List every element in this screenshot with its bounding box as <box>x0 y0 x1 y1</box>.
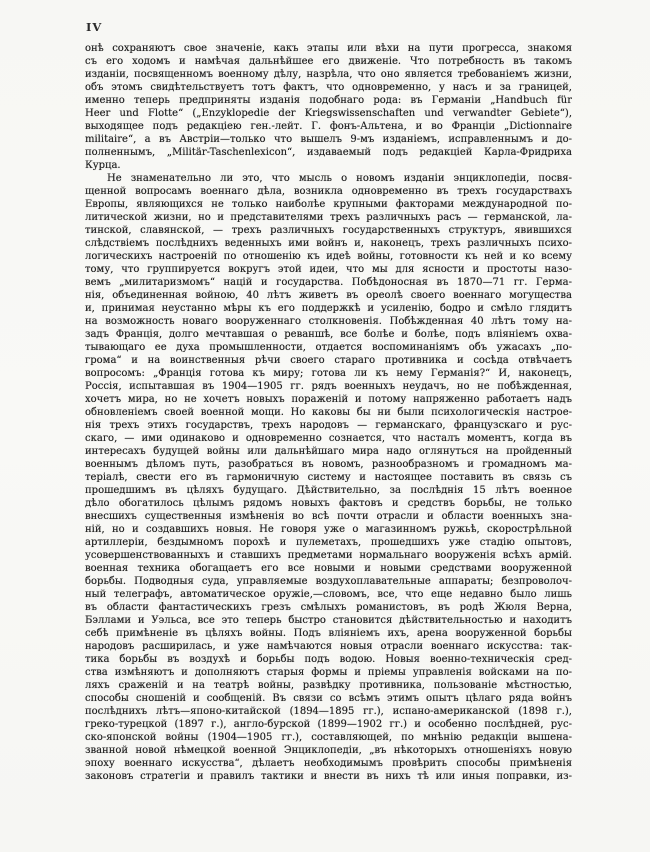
text-line: щенной вопросамъ военнаго дѣла, возникла одновременно въ трехъ государствахъ <box>85 186 572 197</box>
text-line: въ области фантастическихъ грезъ смѣлыхъ романистовъ, въ родѣ Жюля Верна, <box>85 602 572 613</box>
text-line: внесшихъ существенныя измѣненія во всѣ почти отрасли и области военныхъ зна- <box>85 511 572 522</box>
text-line: Не знаменательно ли это, что мысль о новомъ изданіи энциклопедіи, посвя- <box>107 173 572 184</box>
text-line: Россія, испытавшая въ 1904—1905 гг. рядъ военныхъ неудачъ, но не побѣжденная, <box>85 381 572 392</box>
text-line: тому, что группируется вокругъ этой идеи, что мы для ясности и простоты назо- <box>85 264 572 275</box>
text-line: послѣднихъ лѣтъ—японо-китайской (1894—1895 гг.), испано-американской (1898 г.), <box>85 706 572 717</box>
text-line: ній, но и создавшихъ новыя. Не говоря уже о магазинномъ ружьѣ, скорострѣльной <box>85 524 572 535</box>
text-line: народовъ расширилась, и уже намѣчаются новыя отрасли военнаго искусства: так- <box>85 641 572 652</box>
text-line: ляхъ сраженій и на театрѣ войны, развѣдку противника, пользованіе мѣстностью, <box>85 680 572 691</box>
text-line: и, принимая неустанно мѣры къ его поддержкѣ и усиленію, бодро и смѣло глядитъ <box>85 303 572 314</box>
text-line: грома“ и на воинственныя рѣчи своего стараго противника и сосѣда отвѣчаетъ <box>85 355 572 366</box>
text-line: себѣ примѣненіе въ цѣляхъ войны. Подъ вліяніемъ ихъ, арена вооруженной борьбы <box>85 628 572 639</box>
text-block <box>85 42 572 783</box>
text-line: званной новой нѣмецкой военной Энциклопедіи, „въ нѣкоторыхъ отношеніяхъ новую <box>85 745 572 756</box>
text-line: нія трехъ этихъ государствъ, трехъ народовъ — германскаго, французскаго и рус- <box>85 420 572 431</box>
text-line: тика борьбы въ воздухѣ и борьбы подъ водою. Новыя военно-техническія сред- <box>85 654 572 665</box>
text-line: ско-японской войны (1904—1905 гг.), составляющей, по мнѣнію редакціи вышена- <box>85 732 572 743</box>
text-line: эпоху военнаго искусства“, дѣлаетъ необходимымъ провѣрить способы примѣненія <box>85 758 572 769</box>
text-line: Курца. <box>85 160 121 171</box>
text-line: изданіи, посвященномъ военному дѣлу, назрѣла, что оно является требованіемъ жизни, <box>85 69 572 80</box>
text-line: интересахъ будущей войны или дальнѣйшаго мира надо оглянуться на пройденный <box>85 446 572 457</box>
text-line: литической жизни, но и представителями трехъ различныхъ расъ — германской, ла- <box>85 212 572 223</box>
text-line: объ этомъ свидѣтельствуетъ тотъ фактъ, что одновременно, у насъ и за границей, <box>85 82 572 93</box>
text-line: усовершенствованныхъ и ставшихъ предметами нормальнаго вооруженія всѣхъ армій. <box>85 550 572 561</box>
text-line: Европы, являющихся не только наиболѣе крупными факторами международной по- <box>85 199 572 210</box>
text-line: ный телеграфъ, автоматическое оружіе,—словомъ, все, что еще недавно было лишь <box>85 589 572 600</box>
text-line: выходящее подъ редакціею ген.-лейт. Г. фонъ-Альтена, и во Франціи „Dictionnaire <box>85 121 572 132</box>
text-line: на возможность новаго вооруженнаго столкновенія. Побѣжденная 40 лѣтъ тому на- <box>85 316 572 327</box>
text-line: законовъ стратегіи и правилъ тактики и внести въ нихъ тѣ или иныя поправки, из- <box>85 771 572 782</box>
text-line: борьбы. Подводныя суда, управляемые воздухоплавательные аппараты; безпроволоч- <box>85 576 572 587</box>
page-number: IV <box>86 20 103 34</box>
text-line: вопросомъ: „Франція готова къ миру; готова ли къ нему Германія?“ И, наконецъ, <box>85 368 572 379</box>
text-line: логическихъ настроеній по отношенію къ идеѣ войны, готовности къ ней и ко всему <box>85 251 572 262</box>
text-line: хочетъ мира, но не хочетъ новыхъ пораженій и потому напряженно работаетъ надъ <box>85 394 572 405</box>
text-line: прошедшимъ въ цѣляхъ будущаго. Дѣйствительно, за послѣднія 15 лѣтъ военное <box>85 485 572 496</box>
text-line: онѣ сохраняютъ свое значеніе, какъ этапы или вѣхи на пути прогресса, знакомя <box>85 43 572 54</box>
text-line: тывающаго ее духа промышленности, отдается воспоминаніямъ объ ужасахъ „по- <box>85 342 572 353</box>
text-line: съ его ходомъ и намѣчая дальнѣйшее его движеніе. Что потребность въ такомъ <box>85 56 572 67</box>
text-line: способы сношеній и сообщеній. Въ связи со всѣмъ этимъ опытъ цѣлаго ряда войнъ <box>85 693 572 704</box>
text-line: слѣдствіемъ послѣднихъ веденныхъ ими войнъ и, наконецъ, трехъ различныхъ психо- <box>85 238 572 249</box>
text-line: Heer und Flotte“ („Enzyklopedie der Kriegswissenschaften und verwandter Gebiete“), <box>85 108 572 119</box>
text-line: полненнымъ, „Militär-Taschenlexicon“, издаваемый подъ редакціей Карла-Фридриха <box>85 147 572 158</box>
text-line: задъ Франція, долго мечтавшая о реваншѣ, все болѣе и болѣе, подъ вліяніемъ охва- <box>85 329 572 340</box>
text-line: скаго, — ими одинаково и одновременно сознается, что насталъ моментъ, когда въ <box>85 433 572 444</box>
text-line: militaire“, а въ Австріи—только что вышелъ 9-мъ изданіемъ, исправленнымъ и до- <box>85 134 572 145</box>
text-line: Бэллами и Уэльса, все это теперь быстро становится дѣйствительностью и находитъ <box>85 615 572 626</box>
text-line: военная техника обогащаетъ его все новыми и новыми средствами вооруженной <box>85 563 572 574</box>
text-line: нія, объединенная войною, 40 лѣтъ живетъ въ ореолѣ своего военнаго могущества <box>85 290 572 301</box>
text-line: дѣло обогатилось цѣлымъ рядомъ новыхъ фактовъ и средствъ борьбы, не только <box>85 498 572 509</box>
text-line: греко-турецкой (1897 г.), англо-бурской (1899—1902 гг.) и особенно послѣдней, рус- <box>85 719 572 730</box>
text-line: обновленіемъ своей военной мощи. Но каковы бы ни были психологическія настрое- <box>85 407 572 418</box>
text-line: теріалѣ, свести его въ гармоничную систему и настоящее поставить въ связь съ <box>85 472 572 483</box>
text-line: тинской, славянской, — трехъ различныхъ государственныхъ структуръ, явившихся <box>85 225 572 236</box>
text-line: артиллеріи, бездымномъ порохѣ и пулеметахъ, прошедшихъ уже стадію опытовъ, <box>85 537 572 548</box>
text-line: ства измѣняютъ и дополняютъ старыя формы и пріемы управленія войсками на по- <box>85 667 572 678</box>
text-line: именно теперь предприняты изданія подобнаго рода: въ Германіи „Handbuch für <box>85 95 572 106</box>
text-line: вемъ „милитаризмомъ“ націй и государства. Побѣдоносная въ 1870—71 гг. Герма- <box>85 277 572 288</box>
text-line: военнымъ дѣломъ путь, разобраться въ новомъ, разнообразномъ и громадномъ ма- <box>85 459 572 470</box>
